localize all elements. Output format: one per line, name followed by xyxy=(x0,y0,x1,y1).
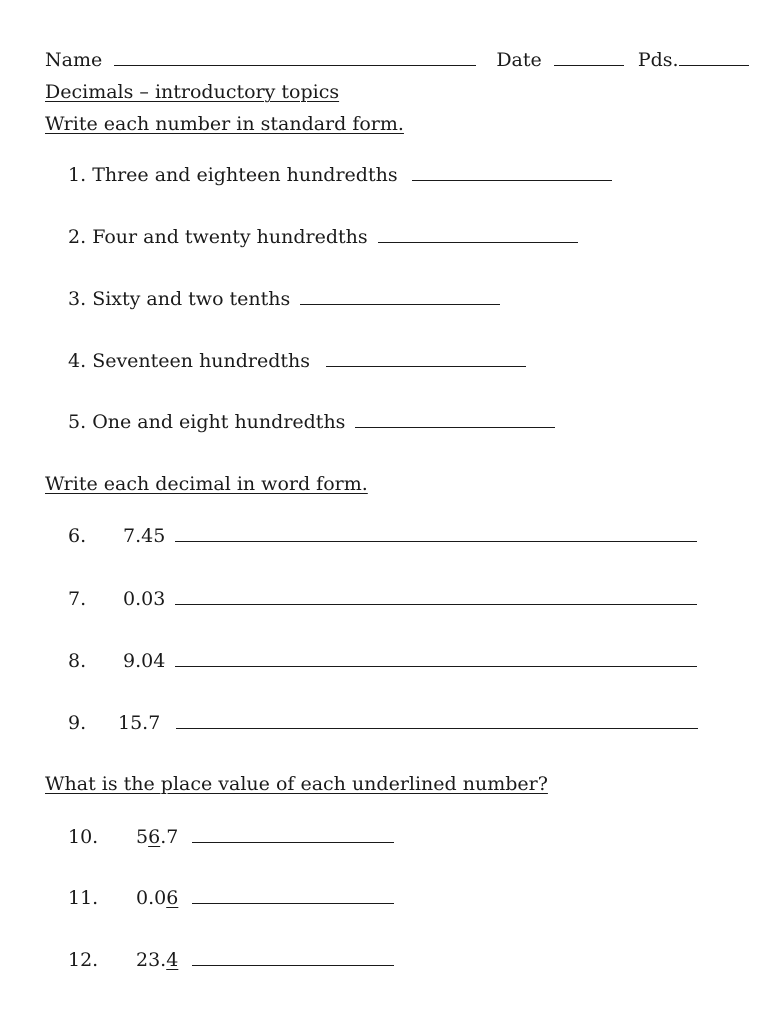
question-number: 4. xyxy=(68,350,87,372)
worksheet-title: Decimals – introductory topics xyxy=(45,81,340,103)
underlined-digit: 6 xyxy=(148,826,161,848)
header-row xyxy=(45,48,749,72)
question-6 xyxy=(68,524,697,548)
answer-blank[interactable] xyxy=(326,349,526,367)
question-number: 11. xyxy=(68,887,99,909)
question-number: 6. xyxy=(68,525,87,547)
question-4 xyxy=(68,349,526,373)
question-text: Seventeen hundredths xyxy=(92,350,311,372)
question-number: 7. xyxy=(68,588,87,610)
question-12 xyxy=(68,948,394,972)
question-2 xyxy=(68,225,578,249)
underlined-digit: 4 xyxy=(166,949,179,971)
name-blank[interactable] xyxy=(114,48,476,66)
answer-blank[interactable] xyxy=(378,225,578,243)
date-blank[interactable] xyxy=(554,48,624,66)
question-number: 2. xyxy=(68,226,87,248)
decimal-value: 7.45 xyxy=(123,525,166,547)
question-number: 12. xyxy=(68,949,99,971)
answer-blank[interactable] xyxy=(192,886,394,904)
question-text: One and eight hundredths xyxy=(92,411,346,433)
section1-instruction: Write each number in standard form. xyxy=(45,113,404,135)
question-number: 1. xyxy=(68,164,87,186)
answer-blank[interactable] xyxy=(175,524,697,542)
question-11 xyxy=(68,886,394,910)
answer-blank[interactable] xyxy=(192,825,394,843)
value-after: .7 xyxy=(160,826,179,848)
answer-blank[interactable] xyxy=(412,163,612,181)
question-10 xyxy=(68,825,394,849)
question-number: 9. xyxy=(68,712,87,734)
pds-blank[interactable] xyxy=(679,48,749,66)
question-5 xyxy=(68,410,555,434)
value-before: 5 xyxy=(136,826,149,848)
decimal-value: 15.7 xyxy=(118,712,161,734)
decimal-value: 9.04 xyxy=(123,650,166,672)
question-number: 8. xyxy=(68,650,87,672)
question-number: 10. xyxy=(68,826,99,848)
question-number: 3. xyxy=(68,288,87,310)
date-label: Date xyxy=(496,49,542,71)
question-9 xyxy=(68,711,698,735)
section2-instruction: Write each decimal in word form. xyxy=(45,473,368,495)
question-text: Sixty and two tenths xyxy=(92,288,291,310)
question-1 xyxy=(68,163,612,187)
value-before: 0.0 xyxy=(136,887,167,909)
question-text: Three and eighteen hundredths xyxy=(92,164,398,186)
decimal-value: 0.03 xyxy=(123,588,166,610)
question-text: Four and twenty hundredths xyxy=(92,226,368,248)
question-3 xyxy=(68,287,500,311)
question-8 xyxy=(68,649,697,673)
answer-blank[interactable] xyxy=(176,711,698,729)
underlined-digit: 6 xyxy=(166,887,179,909)
answer-blank[interactable] xyxy=(175,587,697,605)
question-number: 5. xyxy=(68,411,87,433)
section3-instruction: What is the place value of each underlined number? xyxy=(45,773,548,795)
value-before: 23. xyxy=(136,949,167,971)
answer-blank[interactable] xyxy=(192,948,394,966)
answer-blank[interactable] xyxy=(355,410,555,428)
pds-label: Pds. xyxy=(637,49,679,71)
answer-blank[interactable] xyxy=(300,287,500,305)
question-7 xyxy=(68,587,697,611)
name-label: Name xyxy=(45,49,103,71)
answer-blank[interactable] xyxy=(175,649,697,667)
